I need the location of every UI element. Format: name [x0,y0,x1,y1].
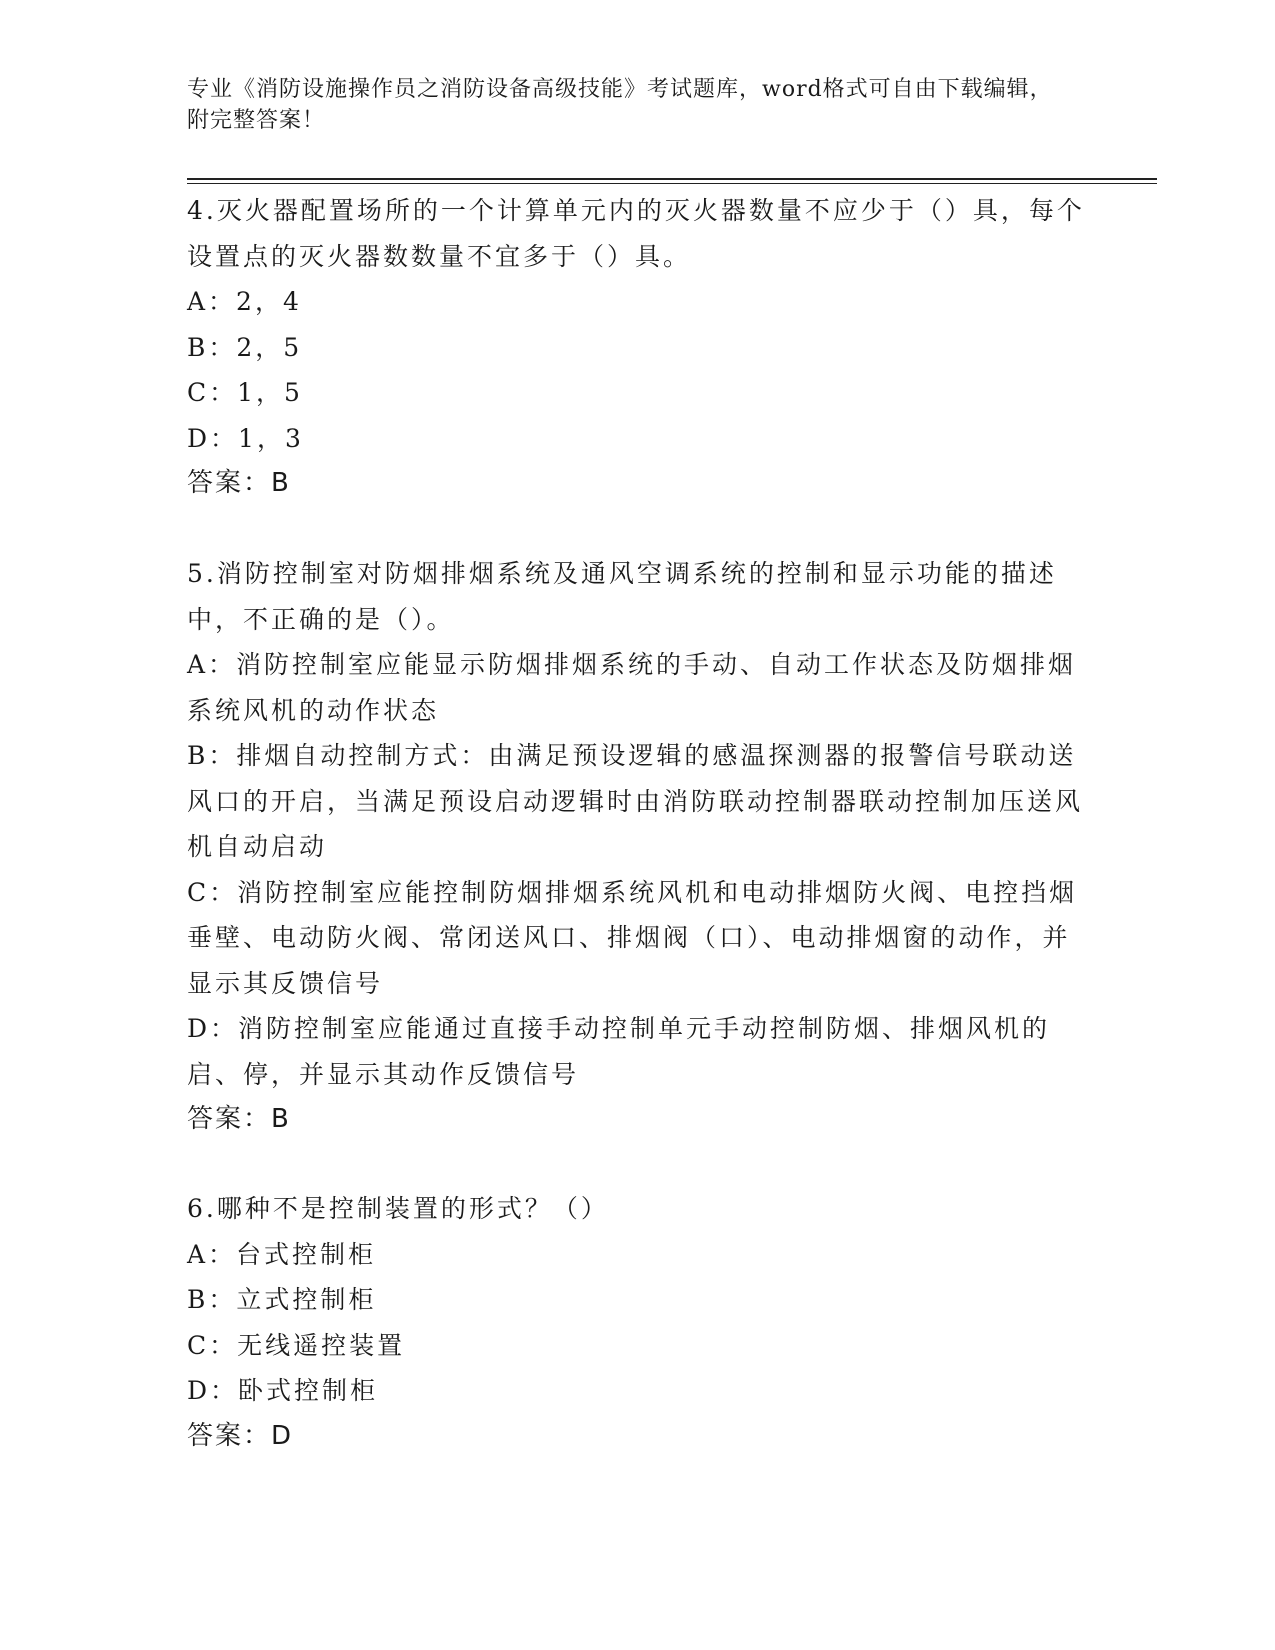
answer-label: 答案： [187,1420,272,1451]
question-text: 6.哪种不是控制装置的形式？（） [187,1194,609,1223]
answer-value: B [271,468,290,498]
option-d: D：消防控制室应能通过直接手动控制单元手动控制防烟、排烟风机的启、停，并显示其动作反馈信号 [187,1014,1051,1089]
option-b: B：排烟自动控制方式：由满足预设逻辑的感温探测器的报警信号联动送风口的开启，当满足预设启动逻辑时由消防联动控制器联动控制加压送风机自动启动 [187,741,1084,861]
answer-label: 答案： [187,1104,272,1134]
question-text: 5.消防控制室对防烟排烟系统及通风空调系统的控制和显示功能的描述中，不正确的是（）。 [187,559,1057,634]
answer-line [187,461,1087,506]
question-4 [187,188,1087,506]
option-d: D：卧式控制柜 [187,1376,379,1405]
answer-line [187,1097,1087,1142]
question-5 [187,551,1087,1142]
answer-line [187,1414,1087,1459]
question-6 [187,1186,1087,1459]
option-c: C：1，5 [187,378,303,407]
answer-label: 答案： [187,468,272,498]
option-c: C：无线遥控装置 [187,1330,406,1360]
option-a: A：2，4 [187,287,302,316]
option-a: A：台式控制柜 [187,1239,377,1269]
answer-value: B [271,1104,290,1134]
option-b: B：立式控制柜 [187,1285,377,1314]
option-d: D：1，3 [187,423,304,453]
header-divider-thin [187,183,1157,184]
document-header: 专业《消防设施操作员之消防设备高级技能》考试题库，word格式可自由下载编辑，附完整答案！ [187,77,1053,133]
option-b: B：2，5 [187,332,303,362]
option-c: C：消防控制室应能控制防烟排烟系统风机和电动排烟防火阀、电控挡烟垂壁、电动防火阀、常闭送风口、排烟阀（口）、电动排烟窗的动作，并显示其反馈信号 [187,877,1078,998]
answer-value: D [271,1420,293,1451]
question-text: 4.灭火器配置场所的一个计算单元内的灭火器数量不应少于（）具，每个设置点的灭火器数数量不宜多于（）具。 [187,196,1085,271]
option-a: A：消防控制室应能显示防烟排烟系统的手动、自动工作状态及防烟排烟系统风机的动作状态 [187,650,1077,725]
header-divider-thick [187,178,1157,180]
